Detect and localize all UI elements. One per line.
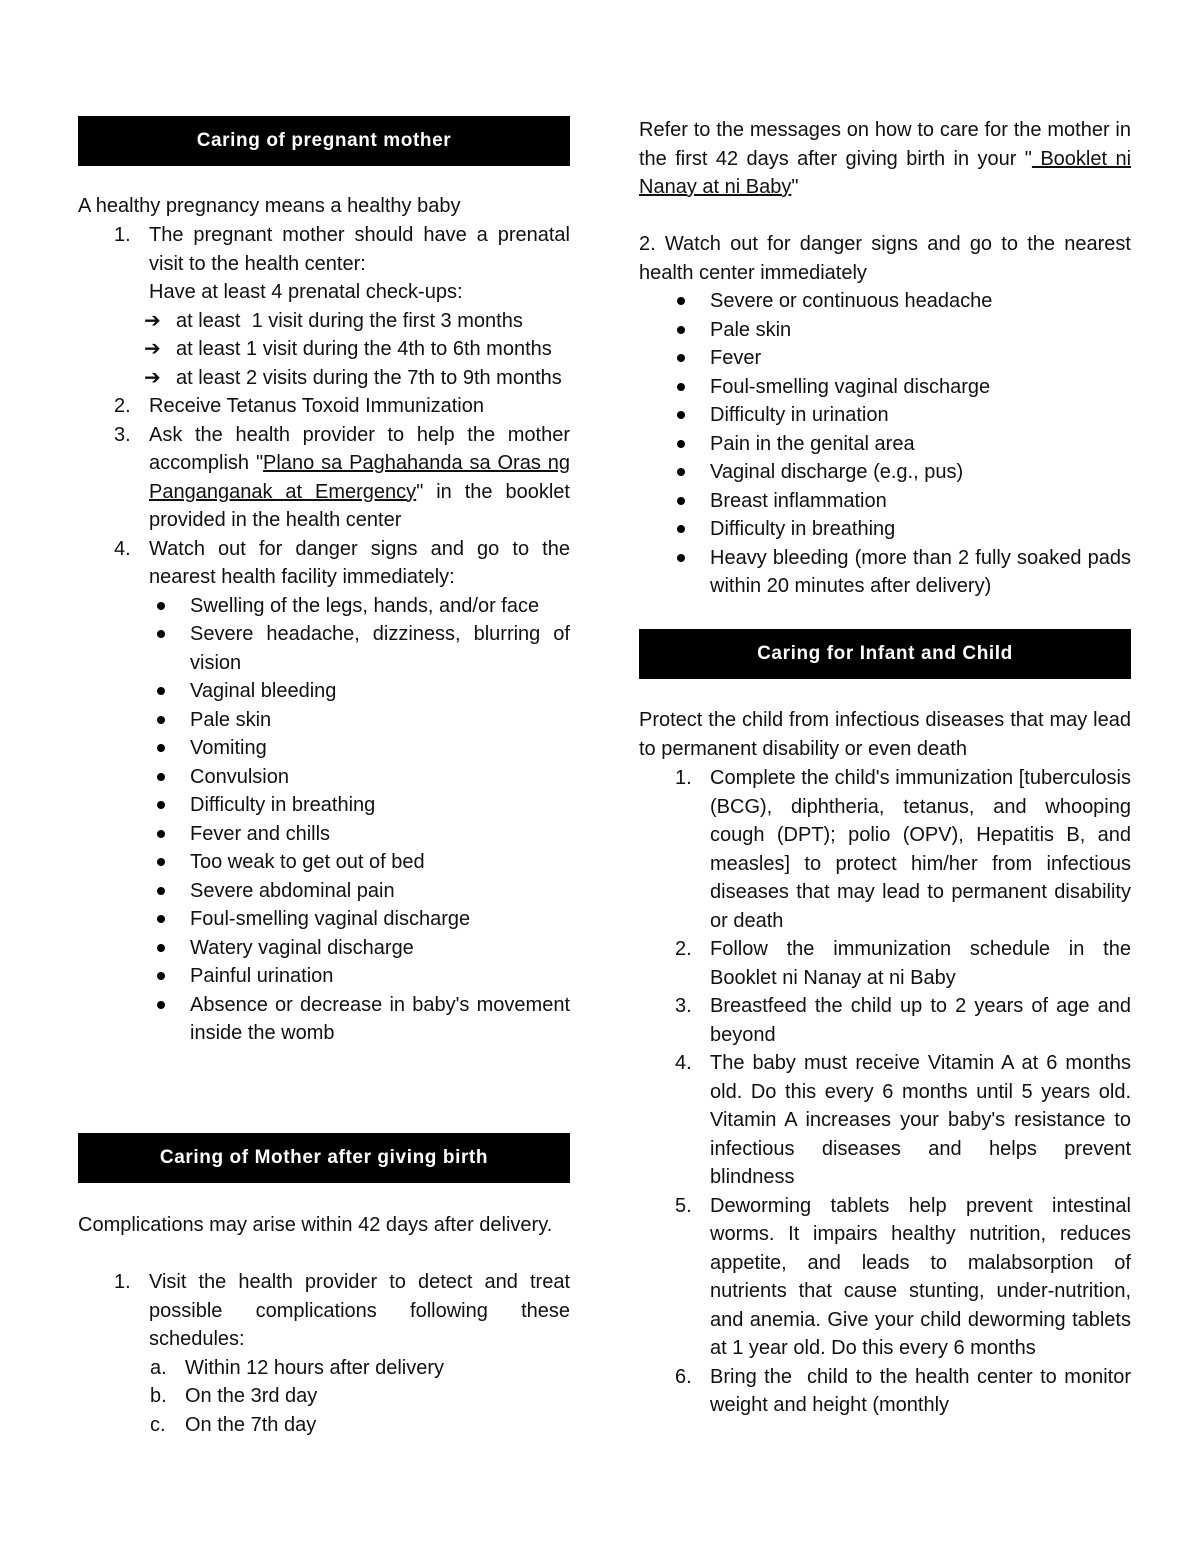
after-birth-danger-signs: [639, 287, 1131, 601]
item-number: 4.: [675, 1052, 692, 1074]
refer-text-post: ": [791, 176, 799, 198]
item-number: 5.: [675, 1194, 692, 1217]
item-text: Visit the health provider to detect and treat possible complications following these schedules:: [149, 1271, 570, 1350]
list-item: [639, 764, 1131, 935]
bullet-text: Difficulty in breathing: [710, 518, 896, 540]
item-text: Breastfeed the child up to 2 years of age and beyond: [710, 995, 1131, 1046]
item-text: Deworming tablets help prevent intestinal worms. It impairs healthy nutrition, reduces appetite, and leads to malabsorption of nutrients that cause stunting, under-nutrition, and anemia. Give your child deworming tablets at 1 year old. Do this every 6 months: [710, 1194, 1131, 1359]
bullet-icon: [157, 830, 165, 838]
bullet-text: Foul-smelling vaginal discharge: [190, 908, 471, 930]
item-number: 2.: [114, 395, 131, 417]
infant-intro: Protect the child from infectious diseases that may lead to permanent disability or even death: [639, 709, 1131, 760]
arrow-item-text: at least 1 visit during the 4th to 6th months: [176, 338, 552, 360]
list-item: [78, 1411, 570, 1440]
item-number: 2.: [675, 938, 692, 960]
list-item: [639, 515, 1131, 544]
bullet-text: Vomiting: [190, 737, 267, 759]
list-item: [639, 316, 1131, 345]
list-item: [639, 487, 1131, 516]
bullet-text: Convulsion: [190, 765, 289, 788]
list-item: [78, 763, 570, 792]
bullet-icon: [157, 944, 165, 952]
list-item: [639, 401, 1131, 430]
bullet-text: Fever and chills: [190, 822, 331, 845]
item-text: On the 3rd day: [185, 1385, 318, 1407]
item-number: 1.: [114, 1271, 131, 1293]
list-item: [639, 544, 1131, 601]
list-item: [78, 848, 570, 877]
bullet-icon: [677, 383, 685, 391]
list-item: [78, 877, 570, 906]
item-letter: a.: [150, 1356, 167, 1379]
item-number: 1.: [114, 224, 131, 246]
bullet-text: Heavy bleeding (more than 2 fully soaked pads within 20 minutes after delivery): [710, 546, 1131, 597]
list-item: [78, 221, 570, 307]
list-item: [78, 677, 570, 706]
item-text-pre: Ask the health provider to help the mother accomplish ": [149, 423, 570, 474]
bullet-text: Severe headache, dizziness, blurring of vision: [190, 623, 570, 674]
bullet-text: Painful urination: [190, 965, 334, 987]
bullet-icon: [157, 773, 165, 781]
pregnant-intro: A healthy pregnancy means a healthy baby: [78, 195, 461, 217]
bullet-icon: [157, 716, 165, 724]
bullet-icon: [157, 801, 165, 809]
list-item: [78, 535, 570, 592]
bullet-icon: [157, 602, 165, 610]
section-header-infant-child: [639, 629, 1131, 679]
item-letter: c.: [150, 1413, 166, 1436]
item-text: Watch out for danger signs and go to the nearest health facility immediately:: [149, 537, 570, 588]
list-item: [78, 307, 570, 336]
list-item: [78, 1354, 570, 1383]
bullet-icon: [157, 1001, 165, 1009]
bullet-icon: [157, 887, 165, 895]
list-item: [78, 905, 570, 934]
item-text-post: " in the booklet provided in the health center: [149, 480, 570, 531]
booklet-link[interactable]: Booklet ni Nanay at ni Baby: [639, 147, 1132, 198]
item-subtext: Have at least 4 prenatal check-ups:: [149, 281, 463, 303]
list-item: [78, 1268, 570, 1354]
list-item: [78, 364, 570, 393]
bullet-icon: [677, 326, 685, 334]
bullet-icon: [677, 411, 685, 419]
refer-text-pre: Refer to the messages on how to care for the mother in the first 42 days after giving birth in your ": [639, 119, 1131, 170]
refer-paragraph: [639, 116, 1131, 202]
bullet-icon: [157, 972, 165, 980]
list-item: [639, 992, 1131, 1049]
section-title: Caring for Infant and Child: [757, 643, 1013, 664]
bullet-icon: [677, 297, 685, 305]
list-item: [639, 935, 1131, 992]
bullet-text: Pain in the genital area: [710, 432, 915, 455]
item-text: Bring the child to the health center to monitor weight and height (monthly: [710, 1365, 1137, 1416]
bullet-icon: [677, 354, 685, 362]
list-item: [78, 791, 570, 820]
list-item: [78, 991, 570, 1048]
list-item: [78, 592, 570, 621]
item-text: The baby must receive Vitamin A at 6 months old. Do this every 6 months until 5 years old. Vitamin A increases your baby's resistance to infectious diseases and helps prevent blindness: [710, 1052, 1131, 1188]
arrow-icon: ➔: [144, 309, 161, 332]
bullet-text: Swelling of the legs, hands, and/or face: [190, 594, 540, 617]
item-text: Within 12 hours after delivery: [185, 1356, 445, 1379]
bullet-text: Severe abdominal pain: [190, 879, 395, 902]
item-number: 3.: [675, 995, 692, 1017]
list-item: [78, 706, 570, 735]
bullet-text: Foul-smelling vaginal discharge: [710, 375, 991, 398]
list-item: [639, 1049, 1131, 1192]
item-text: The pregnant mother should have a prenatal visit to the health center:: [149, 224, 570, 275]
item-text: Follow the immunization schedule in the Booklet ni Nanay at ni Baby: [710, 938, 1131, 989]
bullet-icon: [677, 497, 685, 505]
watch-paragraph: 2. Watch out for danger signs and go to the nearest health center immediately: [639, 233, 1131, 284]
list-item: [78, 734, 570, 763]
bullet-text: Absence or decrease in baby's movement inside the womb: [190, 993, 570, 1044]
bullet-text: Too weak to get out of bed: [190, 851, 425, 873]
bullet-icon: [677, 468, 685, 476]
bullet-text: Difficulty in urination: [710, 404, 889, 426]
bullet-text: Vaginal discharge (e.g., pus): [710, 461, 964, 483]
item-text: Receive Tetanus Toxoid Immunization: [149, 395, 484, 417]
bullet-icon: [157, 744, 165, 752]
after-birth-list: [78, 1268, 570, 1439]
item-number: 3.: [114, 423, 131, 446]
list-item: [639, 1363, 1137, 1420]
plano-link[interactable]: Plano sa Paghahanda sa Oras ng Panganganak at Emergency: [149, 452, 570, 503]
list-item: [639, 430, 1131, 459]
bullet-text: Watery vaginal discharge: [190, 936, 414, 959]
list-item: [78, 421, 570, 535]
bullet-icon: [157, 915, 165, 923]
item-text: On the 7th day: [185, 1413, 317, 1436]
list-item: [78, 620, 570, 677]
list-item: [639, 1192, 1131, 1363]
bullet-text: Difficulty in breathing: [190, 794, 376, 816]
list-item: [78, 335, 570, 364]
bullet-icon: [677, 554, 685, 562]
section-title: Caring of pregnant mother: [196, 130, 452, 151]
bullet-text: Fever: [710, 347, 762, 369]
bullet-icon: [157, 687, 165, 695]
bullet-text: Breast inflammation: [710, 489, 887, 512]
list-item: [78, 1382, 570, 1411]
list-item: [639, 373, 1131, 402]
bullet-text: Pale skin: [710, 318, 792, 341]
bullet-icon: [677, 440, 685, 448]
item-text: Complete the child's immunization [tuberculosis (BCG), diphtheria, tetanus, and whooping cough (DPT); polio (OPV), Hepatitis B, and measles] to protect him/her from infectious diseases that may lead to permanent disability or death: [710, 767, 1131, 932]
list-item: [78, 934, 570, 963]
item-letter: b.: [150, 1385, 167, 1407]
arrow-icon: ➔: [144, 366, 161, 389]
section-title: Caring of Mother after giving birth: [159, 1147, 489, 1168]
bullet-text: Vaginal bleeding: [190, 680, 337, 702]
list-item: [78, 962, 570, 991]
section-header-pregnant-mother: [78, 116, 570, 166]
pregnant-list: [78, 221, 570, 1048]
section-header-after-birth: [78, 1133, 570, 1183]
item-number: 4.: [114, 537, 131, 560]
bullet-text: Pale skin: [190, 708, 272, 731]
infant-list: [639, 764, 1137, 1420]
bullet-icon: [157, 630, 165, 638]
arrow-item-text: at least 1 visit during the first 3 months: [176, 309, 523, 332]
arrow-item-text: at least 2 visits during the 7th to 9th months: [176, 366, 562, 389]
danger-signs-list: [78, 592, 570, 1048]
list-item: [639, 344, 1131, 373]
bullet-icon: [157, 858, 165, 866]
bullet-icon: [677, 525, 685, 533]
item-number: 6.: [675, 1365, 692, 1388]
list-item: [78, 392, 570, 421]
list-item: [78, 820, 570, 849]
item-number: 1.: [675, 767, 692, 789]
list-item: [639, 287, 1131, 316]
bullet-text: Severe or continuous headache: [710, 290, 993, 312]
arrow-icon: ➔: [144, 338, 161, 360]
after-birth-intro: Complications may arise within 42 days after delivery.: [78, 1214, 553, 1236]
list-item: [639, 458, 1131, 487]
